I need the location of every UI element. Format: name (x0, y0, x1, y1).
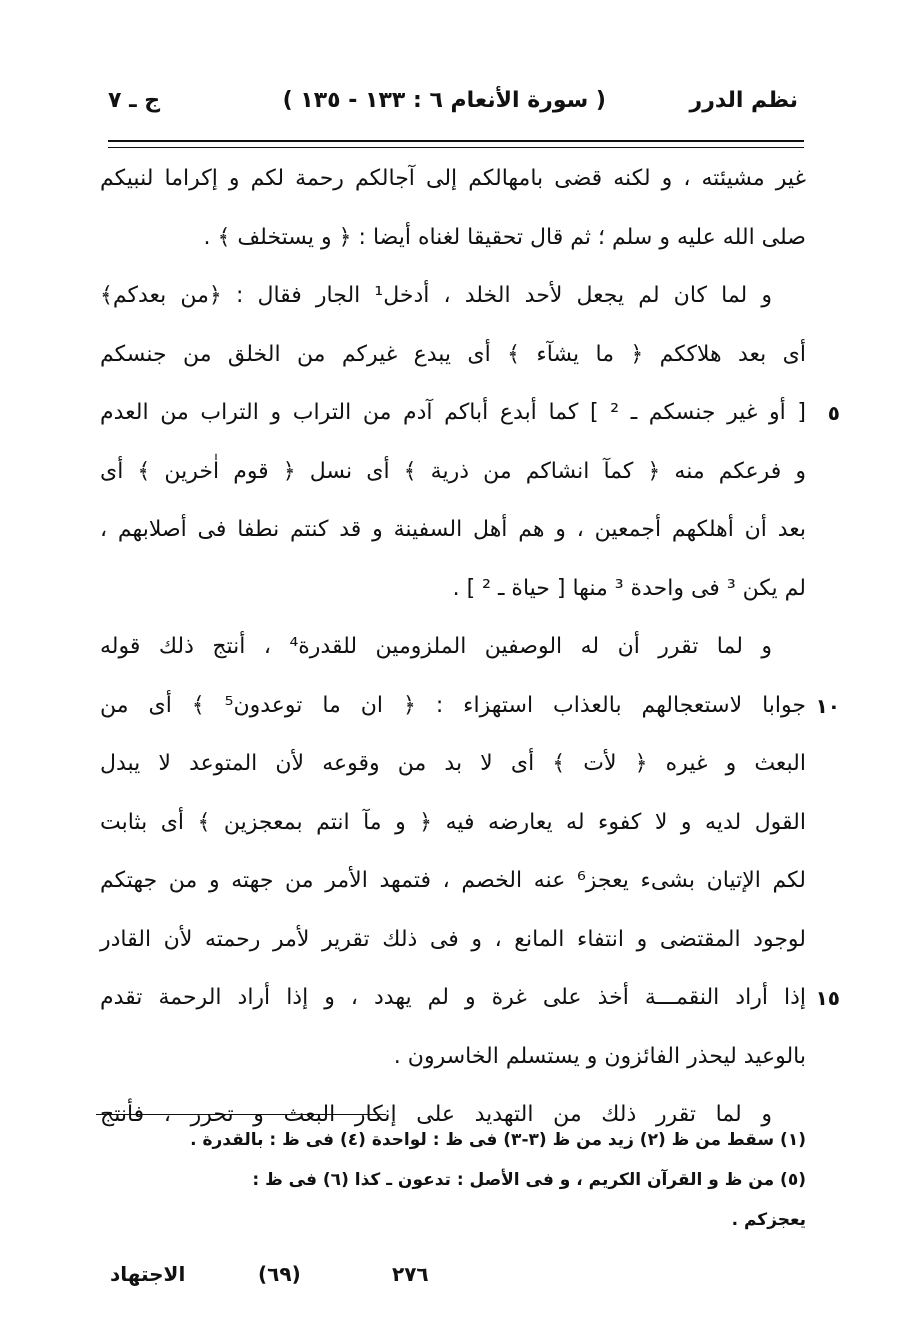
text-line-content: إذا أراد النقمـــة أخذ على غرة و لم يهدد ، و إذا أراد الرحمة تقدم (100, 985, 806, 1010)
text-line-content: بالوعيد ليحذر الفائزون و يستسلم الخاسرون . (393, 1043, 806, 1069)
text-line-content: [ أو غير جنسكم ـ ² ] كما أبدع أباكم آدم من التراب و التراب من العدم (100, 400, 807, 425)
footer-label: الاجتهاد (110, 1262, 186, 1286)
footnote-separator (96, 1114, 386, 1115)
surah-reference: ( سورة الأنعام ٦ : ١٣٣ - ١٣٥ ) (282, 88, 606, 113)
text-line (100, 326, 806, 385)
line-number: ١٠ (815, 693, 840, 718)
text-line (100, 501, 806, 560)
main-text (100, 150, 840, 1145)
text-line-content: البعث و غيره ﴿ لأت ﴾ أى لا بد من وقوعه لأن المتوعد لا يبدل (100, 751, 806, 776)
book-title: نظم الدرر (689, 88, 798, 113)
text-line (100, 560, 806, 619)
text-line (100, 443, 806, 502)
text-line (100, 969, 840, 1028)
text-line-content: بعد أن أهلكهم أجمعين ، و هم أهل السفينة و قد كنتم نطفا فى أصلابهم ، (100, 517, 806, 542)
text-line-content: و لما تقرر ذلك من التهديد على إنكار البعث و تحرر ، فأنتج (100, 1102, 772, 1127)
text-line (100, 911, 806, 970)
footnotes (96, 1120, 806, 1240)
text-line (100, 267, 806, 326)
text-line (100, 384, 840, 443)
text-line-content: القول لديه و لا كفوء له يعارضه فيه ﴿ و مآ انتم بمعجزين ﴾ أى بثابت (100, 809, 806, 835)
line-number: ٥ (827, 401, 840, 425)
text-line (100, 209, 806, 268)
text-line-content: صلى الله عليه و سلم ؛ ثم قال تحقيقا لغناه أيضا : ﴿ و يستخلف ﴾ . (203, 224, 806, 250)
footnote-line: (٥) من ظ و القرآن الكريم ، و فى الأصل : تدعون ـ كذا (٦) فى ظ : (252, 1170, 806, 1190)
footnote-line: (١) سقط من ظ (٢) زيد من ظ (٣-٣) فى ظ : لواحدة (٤) فى ظ : بالقدرة . (190, 1130, 806, 1150)
text-line-content: غير مشيئته ، و لكنه قضى بامهالكم إلى آجالكم رحمة لكم و إكراما لنبيكم (100, 166, 806, 191)
line-number: ١٥ (815, 986, 840, 1010)
page-footer (100, 1262, 800, 1298)
header-rule (108, 140, 804, 148)
text-line (100, 677, 840, 736)
text-line (100, 735, 806, 794)
text-line (100, 618, 806, 677)
text-line (100, 852, 806, 911)
page-number: ٢٧٦ (392, 1262, 429, 1286)
text-line (100, 150, 806, 209)
volume-number: ج ـ ٧ (108, 88, 161, 113)
text-line-content: لكم الإتيان بشىء يعجز⁶ عنه الخصم ، فتمهد الأمر من جهته و من جهتكم (100, 868, 806, 893)
text-line (100, 794, 806, 853)
text-line-content: و فرعكم منه ﴿ كمآ انشاكم من ذرية ﴾ أى نسل ﴿ قوم اٰخرين ﴾ أى (100, 458, 806, 484)
text-line-content: و لما تقرر أن له الوصفين الملزومين للقدرة⁴ ، أنتج ذلك قوله (100, 634, 772, 659)
running-header (108, 80, 798, 128)
text-line (100, 1028, 806, 1087)
text-line-content: لم يكن ³ فى واحدة ³ منها [ حياة ـ ² ] . (452, 575, 806, 601)
text-line-content: و لما كان لم يجعل لأحد الخلد ، أدخل¹ الجار فقال : ﴿من بعدكم﴾ (100, 283, 772, 308)
text-line-content: لوجود المقتضى و انتفاء المانع ، و فى ذلك تقرير لأمر رحمته لأن القادر (100, 926, 806, 952)
text-line-content: أى بعد هلاككم ﴿ ما يشآء ﴾ أى يبدع غيركم من الخلق من جنسكم (100, 341, 806, 367)
footnote-line: يعجزكم . (731, 1210, 806, 1230)
footer-code: (٦٩) (258, 1262, 301, 1286)
text-line-content: جوابا لاستعجالهم بالعذاب استهزاء : ﴿ ان ما توعدون⁵ ﴾ أى من (100, 692, 806, 718)
